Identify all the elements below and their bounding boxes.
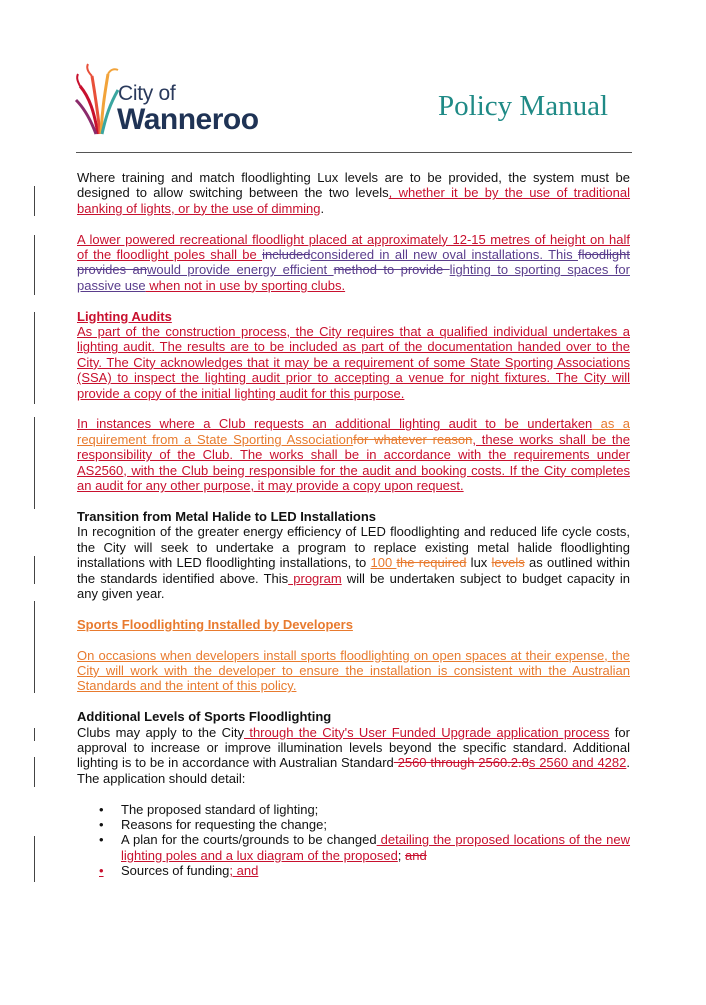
inserted-text: s [528, 755, 536, 771]
inserted-text: , whether it be by the use of traditional banking of lights, or by the use of dimming [77, 185, 631, 216]
paragraph-additional-audit [77, 416, 630, 493]
paragraph-additional-levels [77, 725, 630, 787]
bullet-icon: • [99, 863, 104, 879]
bullet-icon: • [99, 816, 104, 832]
inserted-text: considered in all new oval installations. This [310, 247, 578, 263]
inserted-text: through the City's User Funded Upgrade application process [243, 724, 610, 740]
deleted-text: included [262, 247, 311, 263]
inserted-text: A lower powered recreational floodlight placed at approximately 12-15 metres of height on half of the floodlight poles shall be [77, 231, 630, 263]
header-divider [76, 152, 632, 153]
paragraph-recreational-floodlight [77, 232, 630, 294]
list-item-text: Reasons for requesting the change; [121, 816, 327, 832]
page-title: Policy Manual [438, 90, 608, 122]
deleted-text: and [405, 847, 427, 863]
list-item [77, 802, 630, 817]
text-run: for approval to increase or improve illumination levels beyond the specific standard. Additional lighting is to be in accordance with Australian Standard [77, 724, 630, 771]
inserted-text: detailing the proposed locations of the new lighting poles and a lux diagram of the proposed [121, 832, 631, 863]
change-bar [34, 186, 35, 216]
change-bar [34, 728, 35, 741]
deleted-text: method to provide [333, 262, 450, 278]
inserted-text: ; and [229, 863, 259, 879]
list-item [77, 863, 630, 878]
deleted-text: 2560 through 2560.2.8 [393, 755, 529, 771]
list-item [77, 832, 630, 863]
logo-city-text: City of [118, 82, 176, 105]
list-item [77, 817, 630, 832]
bullet-icon: • [99, 801, 104, 817]
inserted-text: 100 [370, 555, 397, 571]
heading-transition: Transition from Metal Halide to LED Installations [77, 508, 377, 524]
change-bar [34, 836, 35, 882]
heading-lighting-audits: Lighting Audits [77, 308, 172, 324]
inserted-text: In instances where a Club requests an additional lighting audit to be undertaken [77, 416, 593, 432]
change-bar [34, 417, 35, 509]
text-run: In recognition of the greater energy efficiency of LED floodlighting and reduced life cycle costs, the City will seek to undertake a program to replace existing metal halide floodlighting installations with LED floodlighting installations, to [77, 524, 630, 571]
text-run: ; [397, 847, 406, 863]
change-bar [34, 757, 35, 787]
list-item-text: Sources of funding [121, 863, 230, 879]
change-bar [34, 601, 35, 693]
deleted-text: the required [396, 555, 467, 571]
text-run: . [320, 200, 325, 216]
change-bar [34, 235, 35, 295]
inserted-text: when not in use by sporting clubs. [145, 277, 346, 293]
change-bar [34, 312, 35, 404]
policy-body [77, 170, 630, 879]
paragraph-developers: On occasions when developers install sports floodlighting on open spaces at their expense, the City will work with the developer to ensure the installation is consistent with the Australian Standards and the intent of this policy. [77, 647, 630, 694]
text-run: lux [466, 555, 492, 571]
heading-additional-levels: Additional Levels of Sports Floodlighting [77, 709, 332, 725]
inserted-text: program [288, 570, 342, 586]
deleted-text: for whatever reason [353, 431, 473, 447]
text-run: Where training and match floodlighting Lux levels are to be provided, the system must be designed to allow switching between the two levels [77, 170, 630, 201]
list-item-text: The proposed standard of lighting; [121, 801, 319, 817]
heading-developers: Sports Floodlighting Installed by Developers [77, 616, 353, 632]
inserted-text: 2560 and 4282 [535, 755, 627, 771]
deleted-text: levels [491, 555, 525, 571]
paragraph-transition [77, 524, 630, 601]
text-run: will be undertaken subject to budget capacity in any given year. [77, 570, 630, 601]
logo-name-text: Wanneroo [117, 103, 259, 136]
paragraph-lighting-audits: As part of the construction process, the City requires that a qualified individual undertakes a lighting audit. The results are to be included as part of the documentation handed over to the City. The City acknowledges that it may be a requirement of some State Sporting Associations (SSA) to inspect the lighting audit prior to accepting a venue for night fixtures. The City will provide a copy of the initial lighting audit for this purpose. [77, 324, 630, 401]
text-run: as outlined within the standards identified above. This [77, 555, 631, 586]
inserted-text: would provide energy efficient [147, 262, 334, 278]
change-bar [34, 556, 35, 584]
inserted-text: lighting to sporting spaces for passive use [77, 262, 630, 293]
deleted-text: floodlight provides an [77, 247, 630, 278]
paragraph-switching [77, 170, 630, 216]
text-run: Clubs may apply to the City [77, 724, 244, 740]
bullet-icon: • [99, 832, 104, 848]
list-item-text: A plan for the courts/grounds to be changed [121, 832, 377, 848]
text-run: . The application should detail: [77, 755, 630, 786]
inserted-text: , these works shall be the responsibility of the Club. The works shall be in accordance with the requirements under AS2560, with the Club being responsible for the audit and booking costs. If the City completes an audit for any other purpose, it may provide a copy upon request. [77, 431, 630, 494]
inserted-text: as a requirement from a State Sporting Association [77, 416, 630, 447]
application-detail-list [77, 802, 630, 879]
city-of-wanneroo-logo [74, 62, 284, 140]
